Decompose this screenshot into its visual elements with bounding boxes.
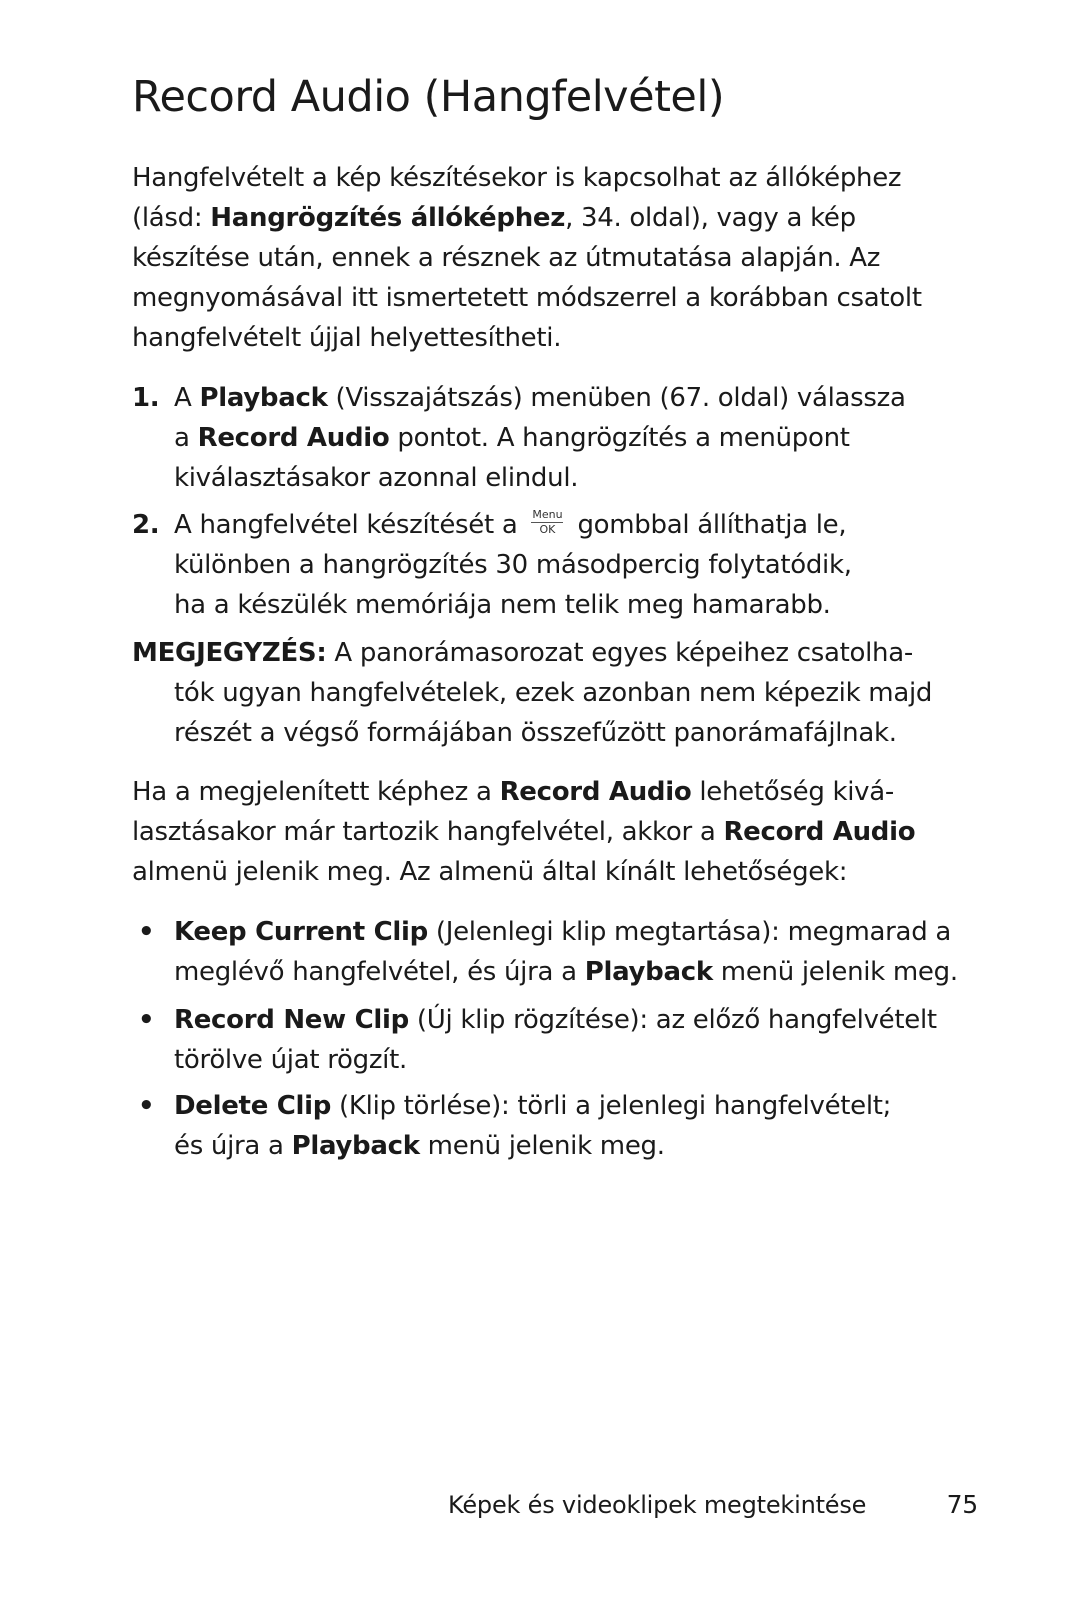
note-label: MEGJEGYZÉS: [132, 638, 327, 668]
cross-reference: Hangrögzítés állóképhez [210, 203, 566, 233]
step-number: 1. [132, 383, 160, 413]
bullet-icon: • [138, 1005, 155, 1035]
page-number: 75 [946, 1490, 978, 1519]
bullet-icon: • [138, 1091, 155, 1121]
bullet-item: • Keep Current Clip (Jelenlegi klip megtartása): megmarad a meglévő hangfelvétel, és újra a Playback menü jelenik meg. [132, 912, 977, 992]
step-item: 1. A Playback (Visszajátszás) menüben (67. oldal) válassza a Record Audio pontot. A hangrögzítés a menüpont kiválasztásakor azonnal elindul. [132, 378, 977, 498]
bullet-item: • Record New Clip (Új klip rögzítése): az előző hangfelvételt törölve újat rögzít. [132, 1000, 977, 1080]
intro-paragraph: Hangfelvételt a kép készítésekor is kapcsolhat az állóképhez (lásd: Hangrögzítés állóképhez, 34. oldal), vagy a kép készítése után, ennek a résznek az útmutatása alapján. Az megnyomásával itt ismertetett módszerrel a korábban csatolt hangfelvételt újjal helyettesítheti. [132, 163, 922, 353]
note-block: MEGJEGYZÉS: A panorámasorozat egyes képeihez csatolha- tók ugyan hangfelvételek, ezek azonban nem képezik majd részét a végső formájában összefűzött panorámafájlnak. [132, 638, 933, 748]
step-number: 2. [132, 510, 160, 540]
page-title: Record Audio (Hangfelvétel) [132, 72, 725, 122]
option-name: Delete Clip [174, 1091, 332, 1121]
option-name: Keep Current Clip [174, 917, 428, 947]
option-name: Record New Clip [174, 1005, 409, 1035]
submenu-paragraph: Ha a megjelenített képhez a Record Audio lehetőség kivá- lasztásakor már tartozik hangfelvétel, akkor a Record Audio almenü jelenik meg. Az almenü által kínált lehetőségek: [132, 777, 916, 887]
step-item: 2. A hangfelvétel készítését a Menu OK gombbal állíthatja le, különben a hangrögzítés 30 másodpercig folytatódik, ha a készülék memóriája nem telik meg hamarabb. [132, 505, 977, 625]
footer-section-title: Képek és videoklipek megtekintése [448, 1491, 867, 1519]
bullet-icon: • [138, 917, 155, 947]
bullet-item: • Delete Clip (Klip törlése): törli a jelenlegi hangfelvételt; és újra a Playback menü jelenik meg. [132, 1086, 977, 1166]
menu-ok-button-icon: Menu OK [532, 507, 563, 536]
